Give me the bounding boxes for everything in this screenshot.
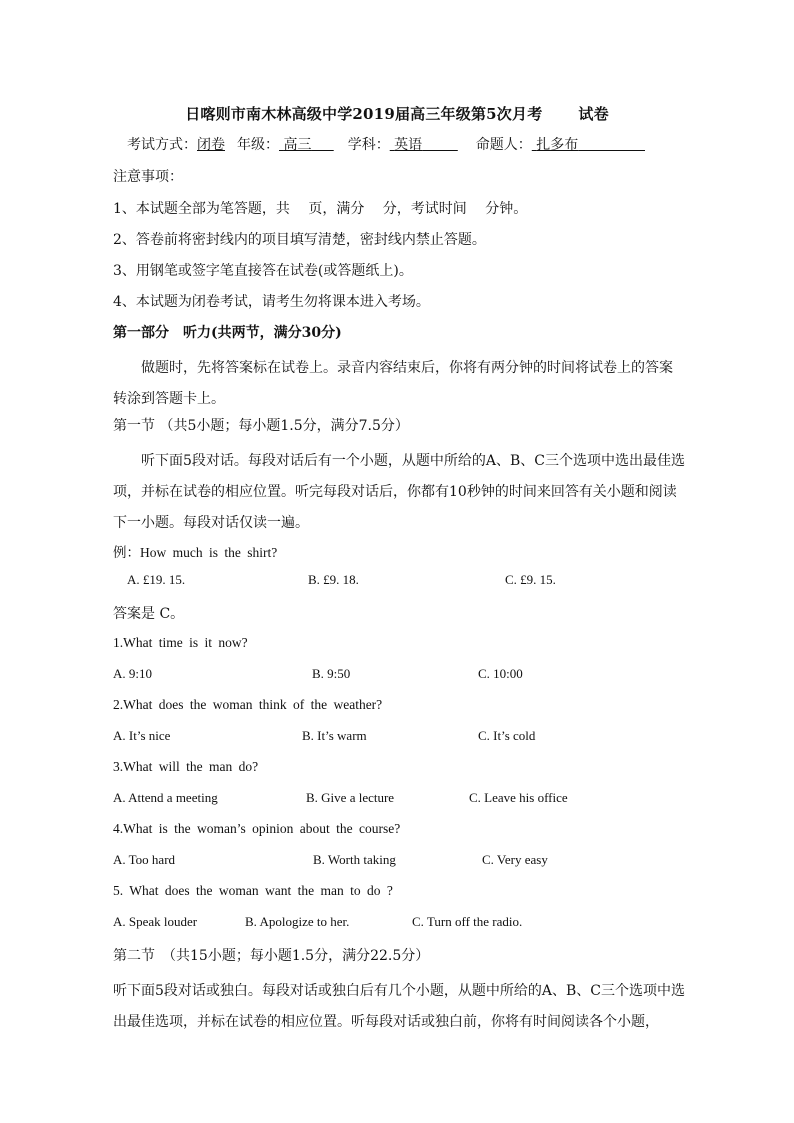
subject-value: 英语 xyxy=(394,137,423,153)
notes-heading: 注意事项： xyxy=(113,169,183,185)
q1-option-a: A. 9:10 xyxy=(113,666,152,681)
exam-title-suffix: 试卷 xyxy=(578,105,609,123)
section2-heading: 第二节 （共15小题；每小题1.5分，满分22.5分） xyxy=(113,948,430,964)
note-item: 3、用钢笔或签字笔直接答在试卷(或答题纸上)。 xyxy=(113,263,413,279)
q3-option-a: A. Attend a meeting xyxy=(113,790,218,805)
example-option-a: A. £19. 15. xyxy=(127,572,186,587)
mode-label: 考试方式： xyxy=(127,137,197,153)
example-question: 例：How much is the shirt? xyxy=(113,545,278,560)
q5-option-b: B. Apologize to her. xyxy=(245,914,350,929)
section2-intro: 听下面5段对话或独白。每段对话或独白后有几个小题，从题中所给的A、B、C三个选项中选出最佳选项，并标在试卷的相应位置。听每段对话或独白前，你将有时间阅读各个小题， xyxy=(113,983,686,1030)
note-item: 1、本试题全部为笔答题，共 页，满分 分，考试时间 分钟。 xyxy=(113,201,528,217)
mode-value: 闭卷 xyxy=(197,137,225,153)
grade-label: 年级： xyxy=(237,137,279,153)
example-option-b: B. £9. 18. xyxy=(308,572,359,587)
question-5: 5. What does the woman want the man to do ? xyxy=(113,883,393,898)
q1-option-b: B. 9:50 xyxy=(312,666,351,681)
example-answer: 答案是 C。 xyxy=(113,606,185,622)
exam-title-main: 日喀则市南木林高级中学2019届高三年级第5次月考 xyxy=(185,105,543,123)
q3-option-b: B. Give a lecture xyxy=(306,790,395,805)
section1-heading: 第一节 （共5小题；每小题1.5分，满分7.5分） xyxy=(113,418,409,434)
grade-value: 高三 xyxy=(283,137,312,153)
author-label: 命题人： xyxy=(475,137,532,153)
q2-option-b: B. It’s warm xyxy=(302,728,367,743)
q2-option-a: A. It’s nice xyxy=(113,728,171,743)
note-item: 2、答卷前将密封线内的项目填写清楚，密封线内禁止答题。 xyxy=(113,232,486,248)
part1-heading: 第一部分 听力(共两节，满分30分) xyxy=(113,325,342,341)
exam-title xyxy=(0,103,794,124)
question-2: 2.What does the woman think of the weather? xyxy=(113,697,383,712)
q5-option-a: A. Speak louder xyxy=(113,914,198,929)
q4-option-a: A. Too hard xyxy=(113,852,176,867)
q4-option-b: B. Worth taking xyxy=(313,852,396,867)
q3-option-c: C. Leave his office xyxy=(469,790,568,805)
q5-option-c: C. Turn off the radio. xyxy=(412,914,523,929)
subject-label: 学科： xyxy=(347,137,390,153)
part1-intro: 做题时，先将答案标在试卷上。录音内容结束后，你将有两分钟的时间将试卷上的答案转涂到答题卡上。 xyxy=(113,360,673,407)
question-4: 4.What is the woman’s opinion about the course? xyxy=(113,821,401,836)
question-1: 1.What time is it now? xyxy=(113,635,248,650)
section1-intro: 听下面5段对话。每段对话后有一个小题，从题中所给的A、B、C三个选项中选出最佳选项，并标在试卷的相应位置。听完每段对话后，你都有10秒钟的时间来回答有关小题和阅读下一小题。每段对话仅读一遍。 xyxy=(113,453,686,531)
question-3: 3.What will the man do? xyxy=(113,759,259,774)
q4-option-c: C. Very easy xyxy=(482,852,548,867)
exam-meta-line xyxy=(127,134,645,154)
example-option-c: C. £9. 15. xyxy=(505,572,556,587)
note-item: 4、本试题为闭卷考试，请考生勿将课本进入考场。 xyxy=(113,294,430,310)
q2-option-c: C. It’s cold xyxy=(478,728,536,743)
author-value: 扎多布 xyxy=(536,137,579,153)
q1-option-c: C. 10:00 xyxy=(478,666,523,681)
